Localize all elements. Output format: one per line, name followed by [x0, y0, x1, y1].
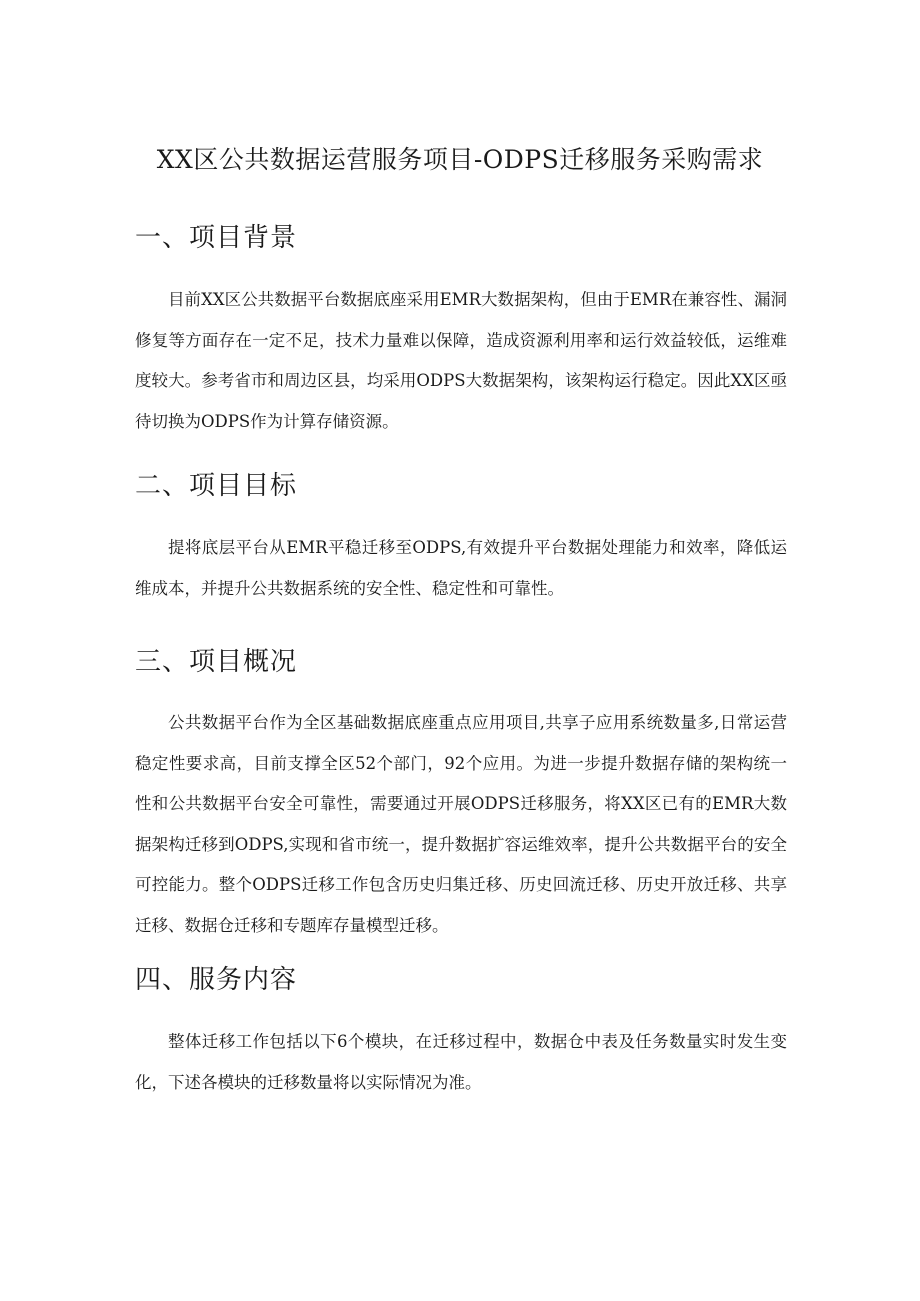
section-paragraph-goals: 提将底层平台从EMR平稳迁移至ODPS,有效提升平台数据处理能力和效率，降低运维成本，并提升公共数据系统的安全性、稳定性和可靠性。 — [135, 538, 787, 598]
section-paragraph-overview: 公共数据平台作为全区基础数据底座重点应用项目,共享子应用系统数量多,日常运营稳定性要求高，目前支撑全区52个部门，92个应用。为进一步提升数据存储的架构统一性和公共数据平台安全可靠性，需要通过开展ODPS迁移服务，将XX区已有的EMR大数据架构迁移到ODPS,实现和省市统一，提升数据扩容运维效率，提升公共数据平台的安全可控能力。整个ODPS迁移工作包含历史归集迁移、历史回流迁移、历史开放迁移、共享迁移、数据仓迁移和专题库存量模型迁移。 — [135, 713, 787, 935]
section-heading-overview: 三、项目概况 — [135, 647, 298, 677]
section-paragraph-background: 目前XX区公共数据平台数据底座采用EMR大数据架构，但由于EMR在兼容性、漏洞修复等方面存在一定不足，技术力量难以保障，造成资源利用率和运行效益较低，运维难度较大。参考省市和周边区县，均采用ODPS大数据架构，该架构运行稳定。因此XX区亟待切换为ODPS作为计算存储资源。 — [135, 290, 787, 431]
section-paragraph-service-content: 整体迁移工作包括以下6个模块，在迁移过程中，数据仓中表及任务数量实时发生变化，下述各模块的迁移数量将以实际情况为准。 — [135, 1032, 787, 1092]
section-heading-service-content: 四、服务内容 — [135, 965, 298, 995]
section-heading-goals: 二、项目目标 — [135, 471, 298, 501]
document-title: XX区公共数据运营服务项目-ODPS迁移服务采购需求 — [156, 145, 764, 174]
section-heading-background: 一、项目背景 — [135, 223, 298, 253]
